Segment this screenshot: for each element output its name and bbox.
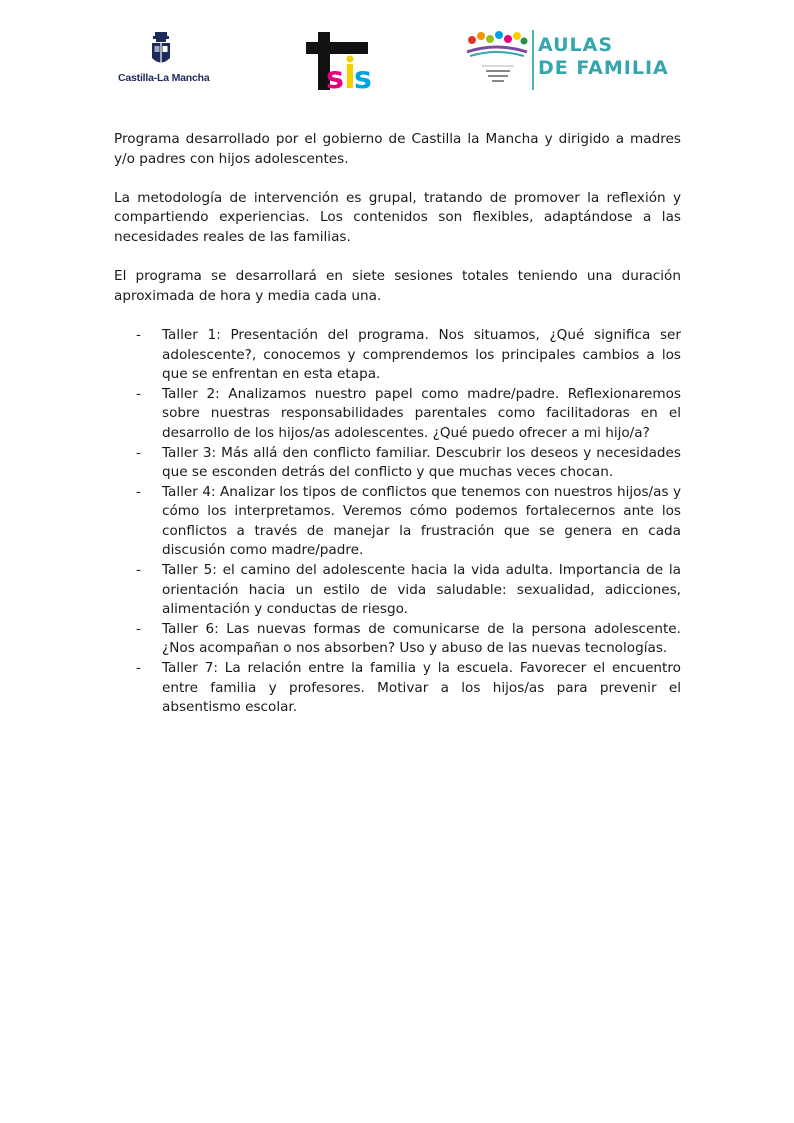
sessions-paragraph: El programa se desarrollará en siete sesiones totales teniendo una duración aproximada de hora y media cada una. <box>114 268 681 304</box>
list-item <box>114 385 681 444</box>
list-bullet: - <box>136 326 141 343</box>
list-bullet: - <box>136 385 141 402</box>
workshop-text: Taller 4: Analizar los tipos de conflictos que tenemos con nuestros hijos/as y cómo los interpretamos. Veremos cómo podemos fortalecernos ante los conflictos a través de manejar la frustración que se genera en cada discusión como madre/padre. <box>162 483 681 559</box>
tsis-logo <box>304 32 376 90</box>
children-figures-icon <box>466 30 528 60</box>
document-body <box>114 130 681 718</box>
svg-text:s: s <box>326 61 344 90</box>
list-bullet: - <box>136 562 141 579</box>
list-bullet: - <box>136 444 141 461</box>
aulas-de-familia-logo <box>466 28 676 92</box>
logo-divider <box>532 30 534 90</box>
clm-logo-text: Castilla-La Mancha <box>118 72 210 84</box>
workshop-text: Taller 3: Más allá den conflicto familiar. Descubrir los deseos y necesidades que se esconden detrás del conflicto y que muchas veces chocan. <box>162 444 681 481</box>
intro-paragraph: Programa desarrollado por el gobierno de Castilla la Mancha y dirigido a madres y/o padres con hijos adolescentes. <box>114 131 681 167</box>
aulas-brand-text <box>538 34 669 80</box>
workshop-text: Taller 5: el camino del adolescente hacia la vida adulta. Importancia de la orientación hacia un estilo de vida saludable: sexualidad, adicciones, alimentación y conductas de riesgo. <box>162 562 681 618</box>
list-item <box>114 659 681 718</box>
list-item <box>114 561 681 620</box>
workshop-text: Taller 6: Las nuevas formas de comunicarse de la persona adolescente. ¿Nos acompañan o nos absorben? Uso y abuso de las nuevas tecnologías. <box>162 620 681 657</box>
list-item <box>114 620 681 659</box>
header-logos <box>0 28 794 98</box>
aulas-line-1: AULAS <box>538 34 614 56</box>
list-item <box>114 326 681 385</box>
workshop-text: Taller 1: Presentación del programa. Nos situamos, ¿Qué significa ser adolescente?, conocemos y comprendemos los principales cambios a los que se enfrentan en esta etapa. <box>162 326 681 383</box>
list-bullet: - <box>136 483 141 500</box>
workshop-list <box>114 326 681 718</box>
methodology-paragraph: La metodología de intervención es grupal, tratando de promover la reflexión y compartiendo experiencias. Los contenidos son flexibles, adaptándose a las necesidades reales de las familias. <box>114 189 681 245</box>
list-bullet: - <box>136 620 141 637</box>
list-item <box>114 444 681 483</box>
clm-crest-icon <box>150 32 172 68</box>
region-label-icon <box>480 64 516 86</box>
castilla-la-mancha-logo <box>118 32 210 88</box>
aulas-line-2: DE FAMILIA <box>538 57 669 79</box>
workshop-text: Taller 7: La relación entre la familia y la escuela. Favorecer el encuentro entre familia y profesores. Motivar a los hijos/as para prevenir el absentismo escolar. <box>162 660 681 716</box>
list-item <box>114 483 681 561</box>
workshop-text: Taller 2: Analizamos nuestro papel como madre/padre. Reflexionaremos sobre nuestras responsabilidades parentales como facilitadoras en el desarrollo de los hijos/as adolescentes. ¿Qué puedo ofrecer a mi hijo/a? <box>162 385 681 441</box>
svg-text:s: s <box>354 61 372 90</box>
list-bullet: - <box>136 660 141 677</box>
